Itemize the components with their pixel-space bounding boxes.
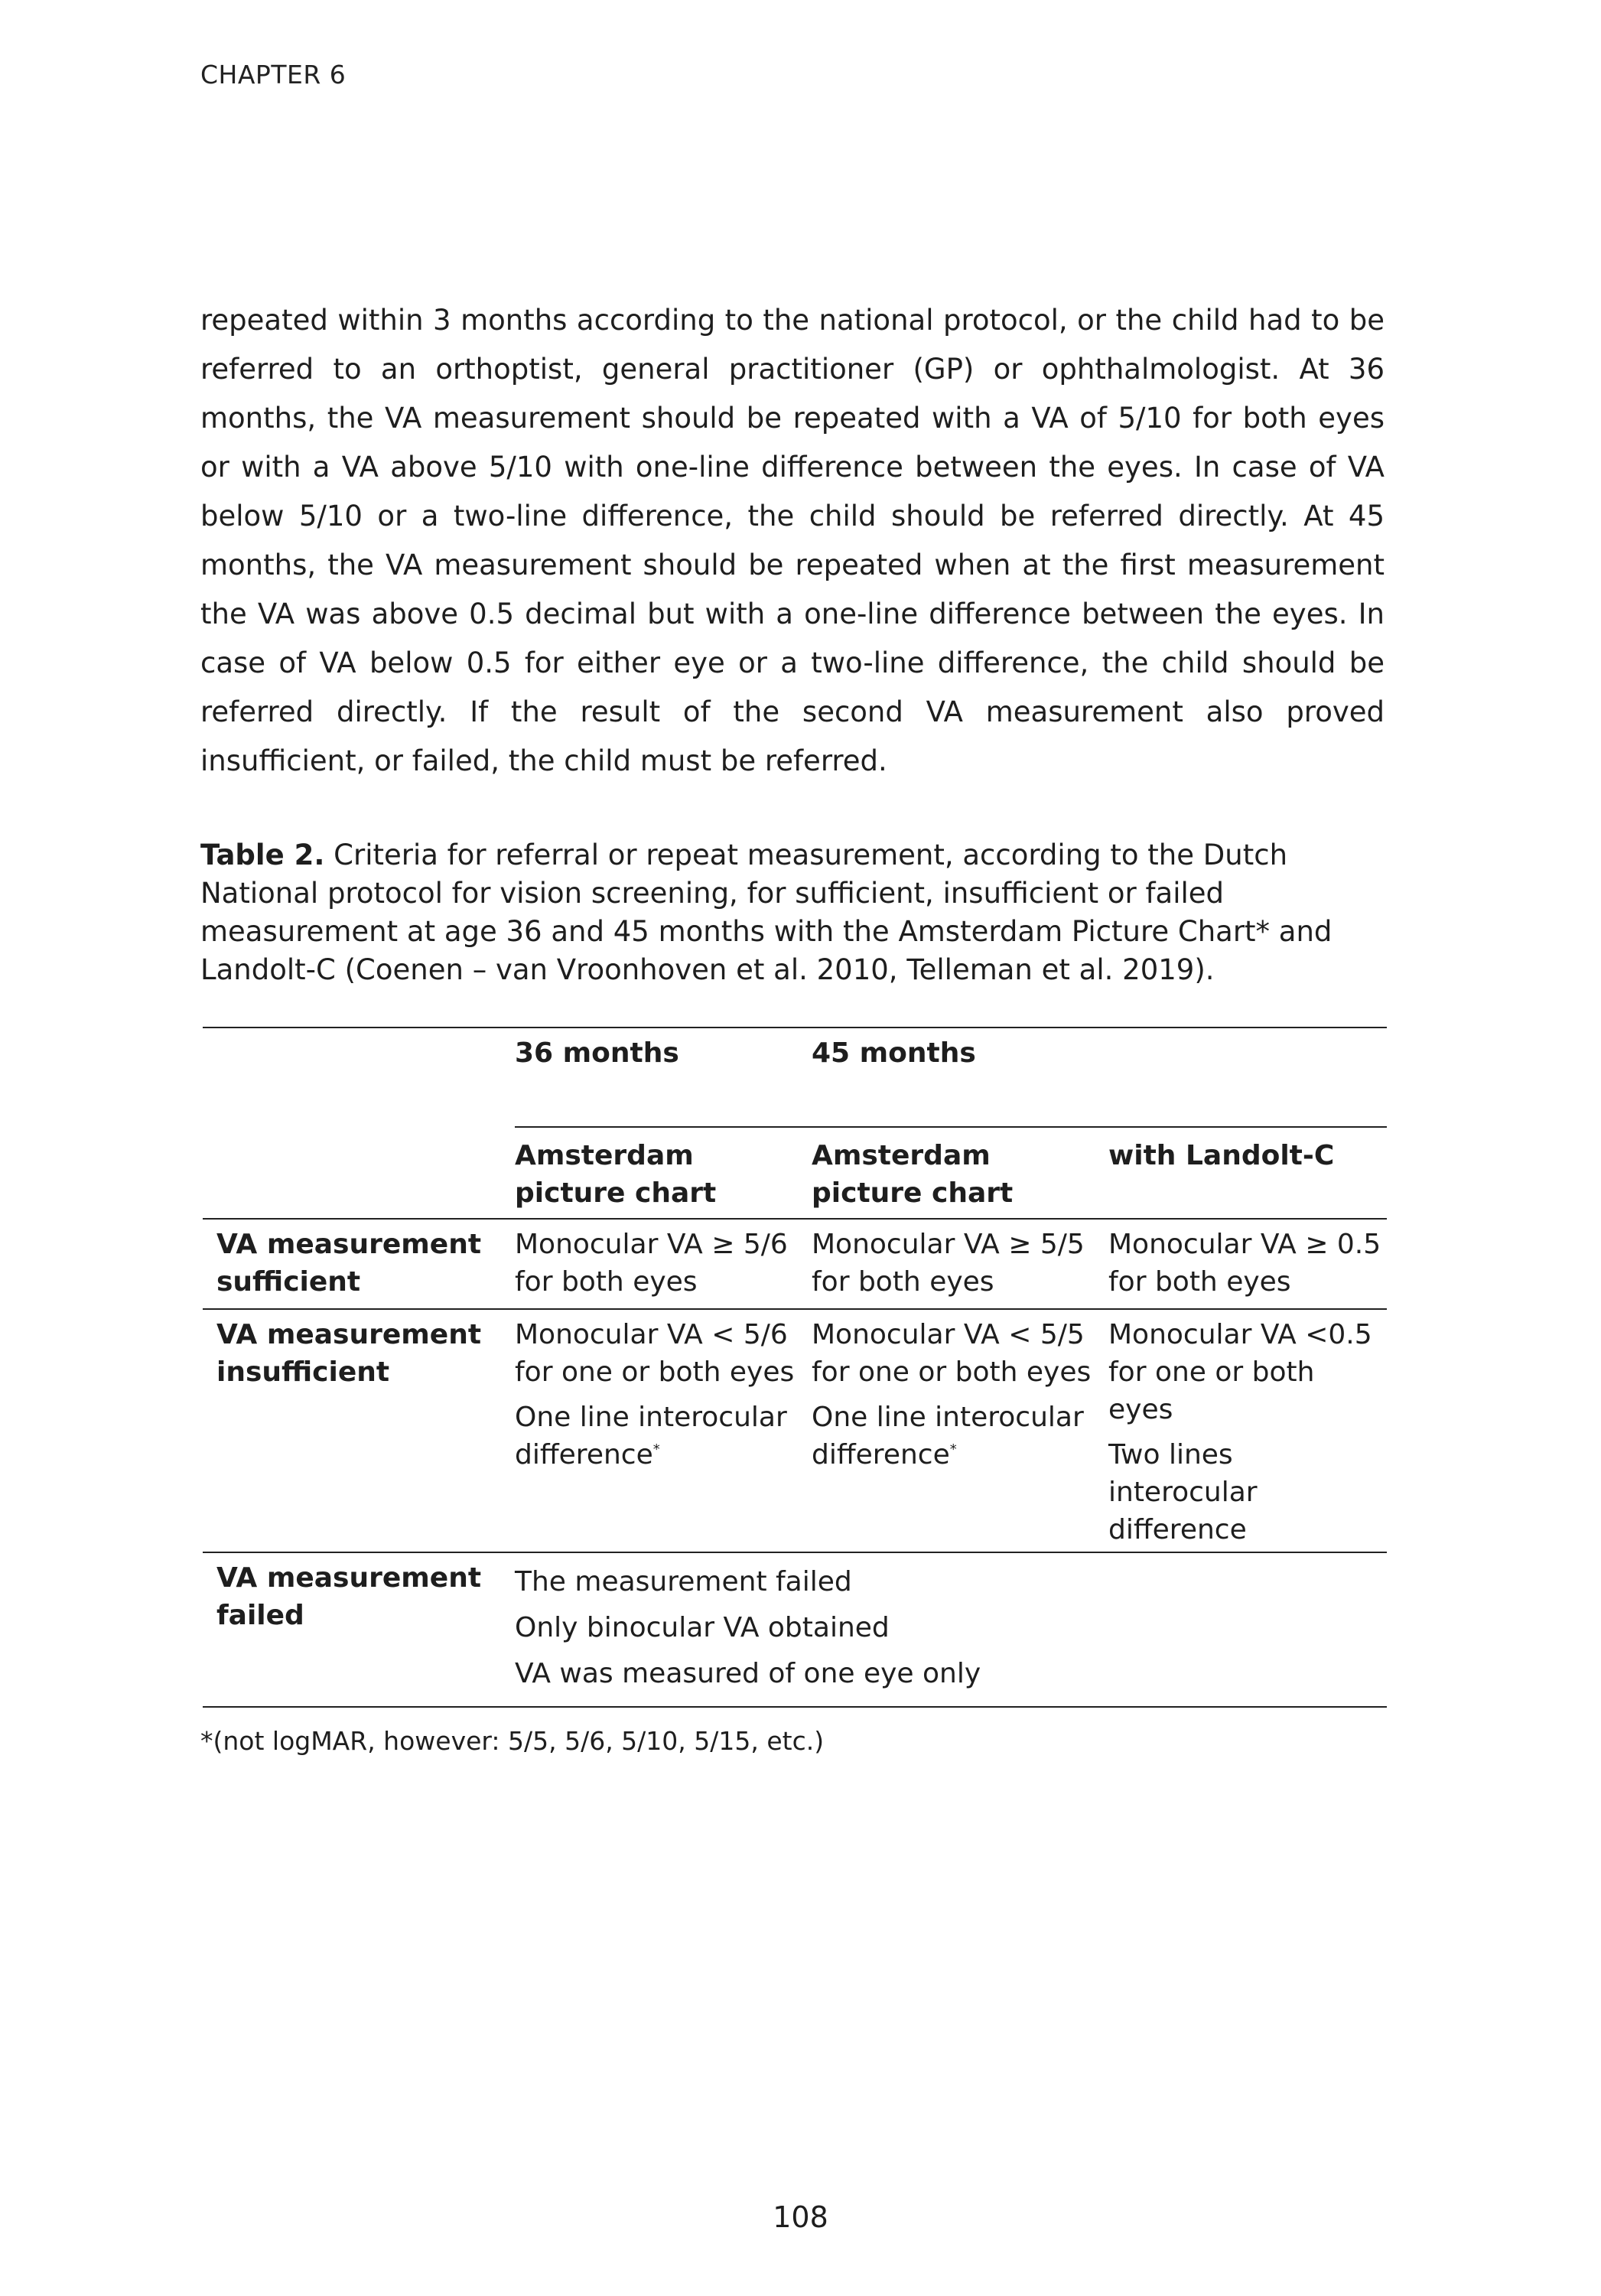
table-row-insufficient [203,1309,1387,1552]
cell-insufficient-45-difference: One line interocular difference* [812,1402,1084,1470]
failed-line-2: Only binocular VA obtained [515,1612,890,1643]
failed-line-3: VA was measured of one eye only [515,1658,981,1689]
row-label-sufficient: VA measurement sufficient [203,1219,515,1309]
cell-insufficient-36 [515,1309,812,1552]
header-45-months: 45 months [812,1028,1108,1127]
table-header-row-age [203,1028,1387,1127]
cell-insufficient-45-criterion: Monocular VA < 5/5 for one or both eyes [812,1319,1092,1388]
table-caption [200,836,1394,989]
page-number: 108 [773,2200,828,2234]
table-caption-label: Table 2. [200,839,325,871]
body-paragraph: repeated within 3 months according to the national protocol, or the child had to be referred to an orthoptist, general practitioner (GP) or ophthalmologist. At 36 months, the VA measurement should be repeated with a VA of 5/10 for both eyes or with a VA above 5/10 with one-line difference between the eyes. In case of VA below 5/10 or a two-line difference, the child should be referred directly. At 45 months, the VA measurement should be repeated when at the first measurement the VA was above 0.5 decimal but with a one-line difference between the eyes. In case of VA below 0.5 for either eye or a two-line difference, the child should be referred directly. If the result of the second VA measurement also proved insufficient, or failed, the child must be referred. [200,304,1385,777]
row-label-failed: VA measurement failed [203,1552,515,1707]
cell-insufficient-landolt-criterion: Monocular VA <0.5 for one or both eyes [1108,1319,1372,1425]
table-caption-text: Criteria for referral or repeat measurement, according to the Dutch National protocol for vision screening, for sufficient, insufficient or failed measurement at age 36 and 45 months with the Amsterdam Picture Chart* and Landolt-C (Coenen – van Vroonhoven et al. 2010, Telleman et al. 2019). [200,839,1333,986]
cell-sufficient-36: Monocular VA ≥ 5/6 for both eyes [515,1219,812,1309]
cell-sufficient-45-landolt: Monocular VA ≥ 0.5 for both eyes [1108,1219,1387,1309]
header-empty-cell [203,1127,515,1219]
cell-insufficient-landolt-difference: Two lines interocular difference [1108,1439,1258,1545]
header-method-45-landolt: with Landolt-C [1108,1127,1387,1219]
header-method-45-amsterdam: Amsterdam picture chart [812,1127,1108,1219]
cell-failed [515,1552,1387,1707]
footnote-marker: * [949,1441,957,1457]
cell-insufficient-45-amsterdam [812,1309,1108,1552]
table-row-sufficient [203,1219,1387,1309]
failed-line-1: The measurement failed [515,1566,852,1597]
header-36-months: 36 months [515,1028,812,1127]
header-method-36-amsterdam: Amsterdam picture chart [515,1127,812,1219]
running-head: CHAPTER 6 [200,60,347,90]
header-empty-cell [1108,1028,1387,1127]
cell-insufficient-45-landolt [1108,1309,1387,1552]
cell-sufficient-45-amsterdam: Monocular VA ≥ 5/5 for both eyes [812,1219,1108,1309]
cell-insufficient-36-criterion: Monocular VA < 5/6 for one or both eyes [515,1319,795,1388]
criteria-table [203,1027,1387,1708]
table-header-row-method [203,1127,1387,1219]
table-footnote: *(not logMAR, however: 5/5, 5/6, 5/10, 5/15, etc.) [200,1726,825,1756]
row-label-insufficient: VA measurement insufficient [203,1309,515,1552]
cell-insufficient-36-difference: One line interocular difference* [515,1402,787,1470]
header-empty-cell [203,1028,515,1127]
footnote-marker: * [652,1441,660,1457]
table-row-failed [203,1552,1387,1707]
